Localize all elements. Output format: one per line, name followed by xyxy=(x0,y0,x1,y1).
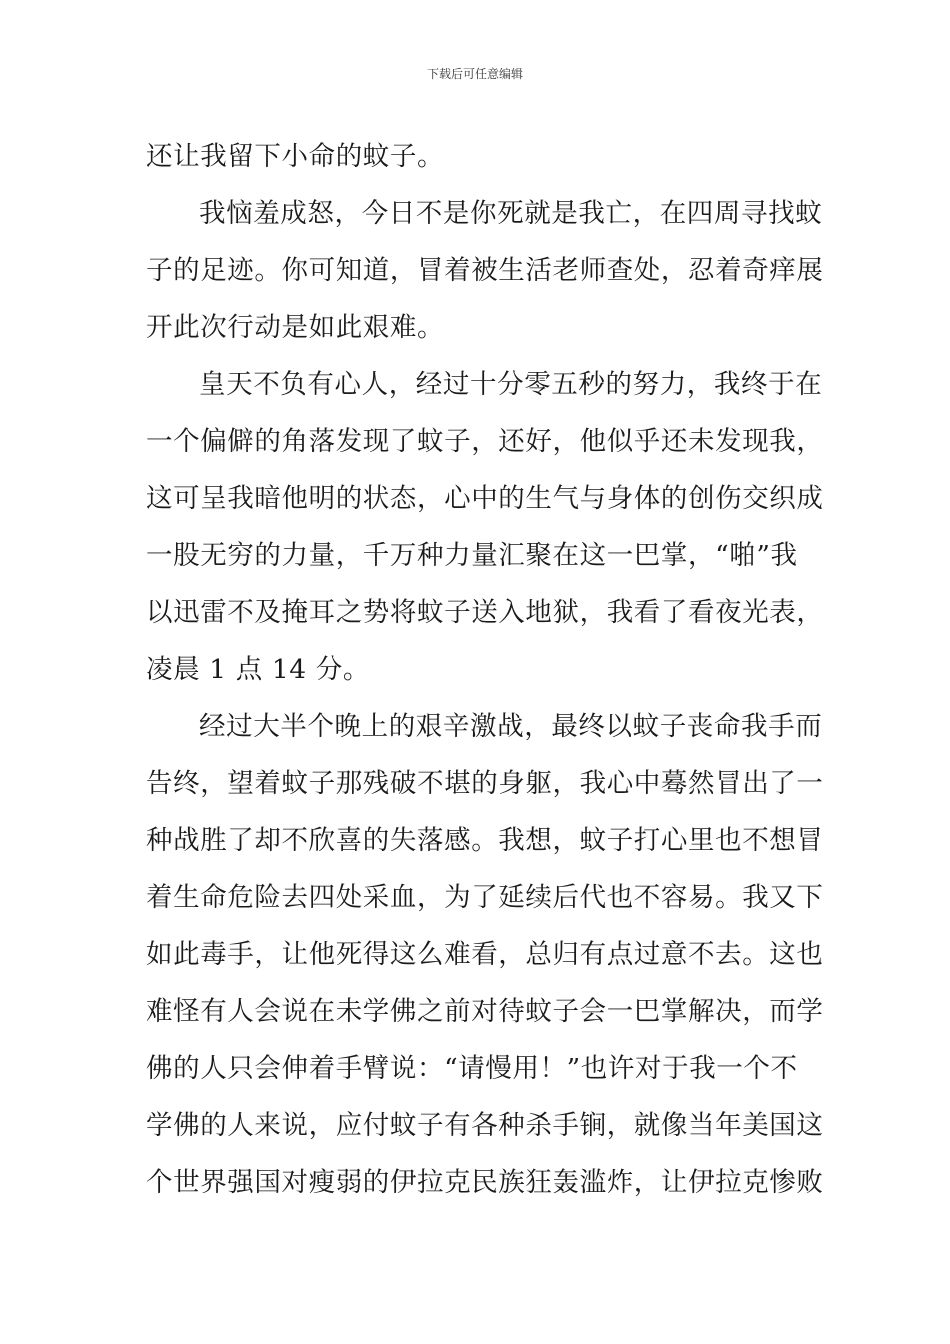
text-line: 一个偏僻的角落发现了蚊子，还好，他似乎还未发现我， xyxy=(146,426,824,457)
text-line: 开此次行动是如此艰难。 xyxy=(146,312,445,343)
text-line: 如此毒手，让他死得这么难看，总归有点过意不去。这也 xyxy=(146,939,824,970)
text-line: 佛的人只会伸着手臂说：“请慢用！”也许对于我一个不 xyxy=(146,1053,798,1084)
text-line: 着生命危险去四处采血，为了延续后代也不容易。我又下 xyxy=(146,882,824,913)
text-line: 以迅雷不及掩耳之势将蚊子送入地狱，我看了看夜光表， xyxy=(146,597,824,628)
paragraph xyxy=(146,128,806,185)
text-line: 还让我留下小命的蚊子。 xyxy=(146,141,445,172)
text-line: 学佛的人来说，应付蚊子有各种杀手锏，就像当年美国这 xyxy=(146,1110,824,1141)
text-line: 一股无穷的力量，千万种力量汇聚在这一巴掌，“啪”我 xyxy=(146,540,798,571)
text-line: 凌晨 1 点 14 分。 xyxy=(146,654,370,685)
text-line: 我恼羞成怒，今日不是你死就是我亡，在四周寻找蚊 xyxy=(199,198,823,229)
text-line: 经过大半个晚上的艰辛激战，最终以蚊子丧命我手而 xyxy=(199,711,823,742)
paragraph xyxy=(146,698,824,1211)
text-line: 种战胜了却不欣喜的失落感。我想，蚊子打心里也不想冒 xyxy=(146,825,824,856)
page-header: 下载后可任意编辑 xyxy=(426,67,523,81)
text-line: 这可呈我暗他明的状态，心中的生气与身体的创伤交织成 xyxy=(146,483,824,514)
document-body xyxy=(146,128,824,1211)
text-line: 个世界强国对瘦弱的伊拉克民族狂轰滥炸，让伊拉克惨败 xyxy=(146,1167,824,1198)
text-line: 告终，望着蚊子那残破不堪的身躯，我心中蓦然冒出了一 xyxy=(146,768,824,799)
paragraph xyxy=(146,185,824,356)
text-line: 难怪有人会说在未学佛之前对待蚊子会一巴掌解决，而学 xyxy=(146,996,824,1027)
text-line: 子的足迹。你可知道，冒着被生活老师查处，忍着奇痒展 xyxy=(146,255,824,286)
paragraph xyxy=(146,356,824,698)
text-line: 皇天不负有心人，经过十分零五秒的努力，我终于在 xyxy=(199,369,823,400)
